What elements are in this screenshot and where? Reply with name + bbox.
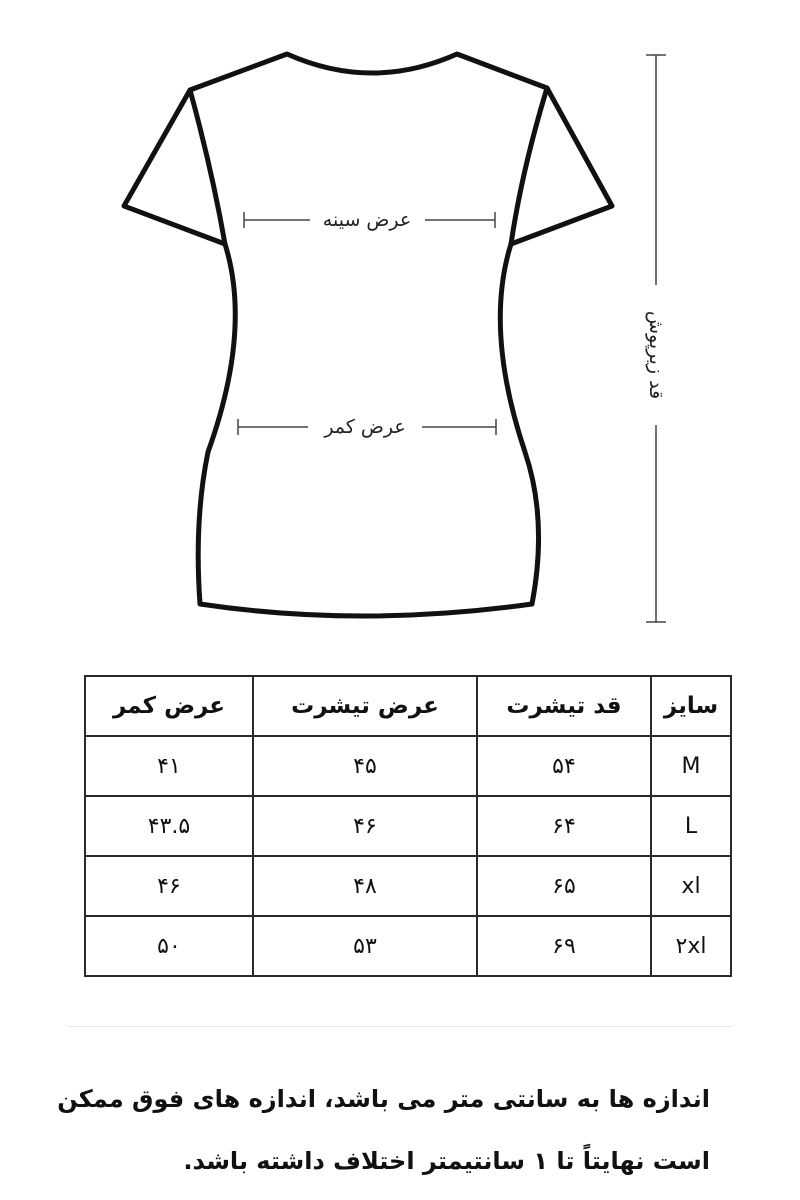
cell-length: ۶۹ bbox=[477, 916, 651, 976]
table-row bbox=[85, 796, 731, 856]
chest-width-label: عرض سینه bbox=[322, 209, 412, 231]
size-table bbox=[84, 675, 732, 977]
table-header-row bbox=[85, 676, 731, 736]
cell-size: M bbox=[651, 736, 731, 796]
cell-width: ۴۶ bbox=[253, 796, 477, 856]
measurement-note bbox=[57, 1068, 710, 1192]
cell-size: ۲xl bbox=[651, 916, 731, 976]
waist-width-marker bbox=[238, 416, 496, 438]
header-waist: عرض کمر bbox=[85, 676, 253, 736]
cell-waist: ۵۰ bbox=[85, 916, 253, 976]
table-row bbox=[85, 916, 731, 976]
cell-waist: ۴۱ bbox=[85, 736, 253, 796]
tshirt-outline bbox=[124, 54, 612, 616]
chest-width-marker bbox=[244, 209, 495, 231]
cell-width: ۵۳ bbox=[253, 916, 477, 976]
table-row bbox=[85, 736, 731, 796]
waist-width-label: عرض کمر bbox=[324, 416, 406, 438]
table-row bbox=[85, 856, 731, 916]
header-length: قد تیشرت bbox=[477, 676, 651, 736]
right-armhole-seam bbox=[511, 88, 547, 244]
cell-length: ۵۴ bbox=[477, 736, 651, 796]
cell-size: L bbox=[651, 796, 731, 856]
cell-length: ۶۵ bbox=[477, 856, 651, 916]
cell-size: xl bbox=[651, 856, 731, 916]
cell-width: ۴۵ bbox=[253, 736, 477, 796]
cell-waist: ۴۶ bbox=[85, 856, 253, 916]
length-label: قد زیرپوش bbox=[645, 310, 667, 400]
cell-width: ۴۸ bbox=[253, 856, 477, 916]
note-line-2: است نهایتاً تا ۱ سانتیمتر اختلاف داشته باشد. bbox=[183, 1147, 710, 1175]
note-line-1: اندازه ها به سانتی متر می باشد، اندازه های فوق ممکن bbox=[57, 1085, 710, 1113]
length-marker bbox=[645, 55, 667, 622]
divider bbox=[68, 1026, 732, 1027]
header-size: سایز bbox=[651, 676, 731, 736]
header-width: عرض تیشرت bbox=[253, 676, 477, 736]
cell-waist: ۴۳.۵ bbox=[85, 796, 253, 856]
left-armhole-seam bbox=[190, 90, 225, 244]
cell-length: ۶۴ bbox=[477, 796, 651, 856]
